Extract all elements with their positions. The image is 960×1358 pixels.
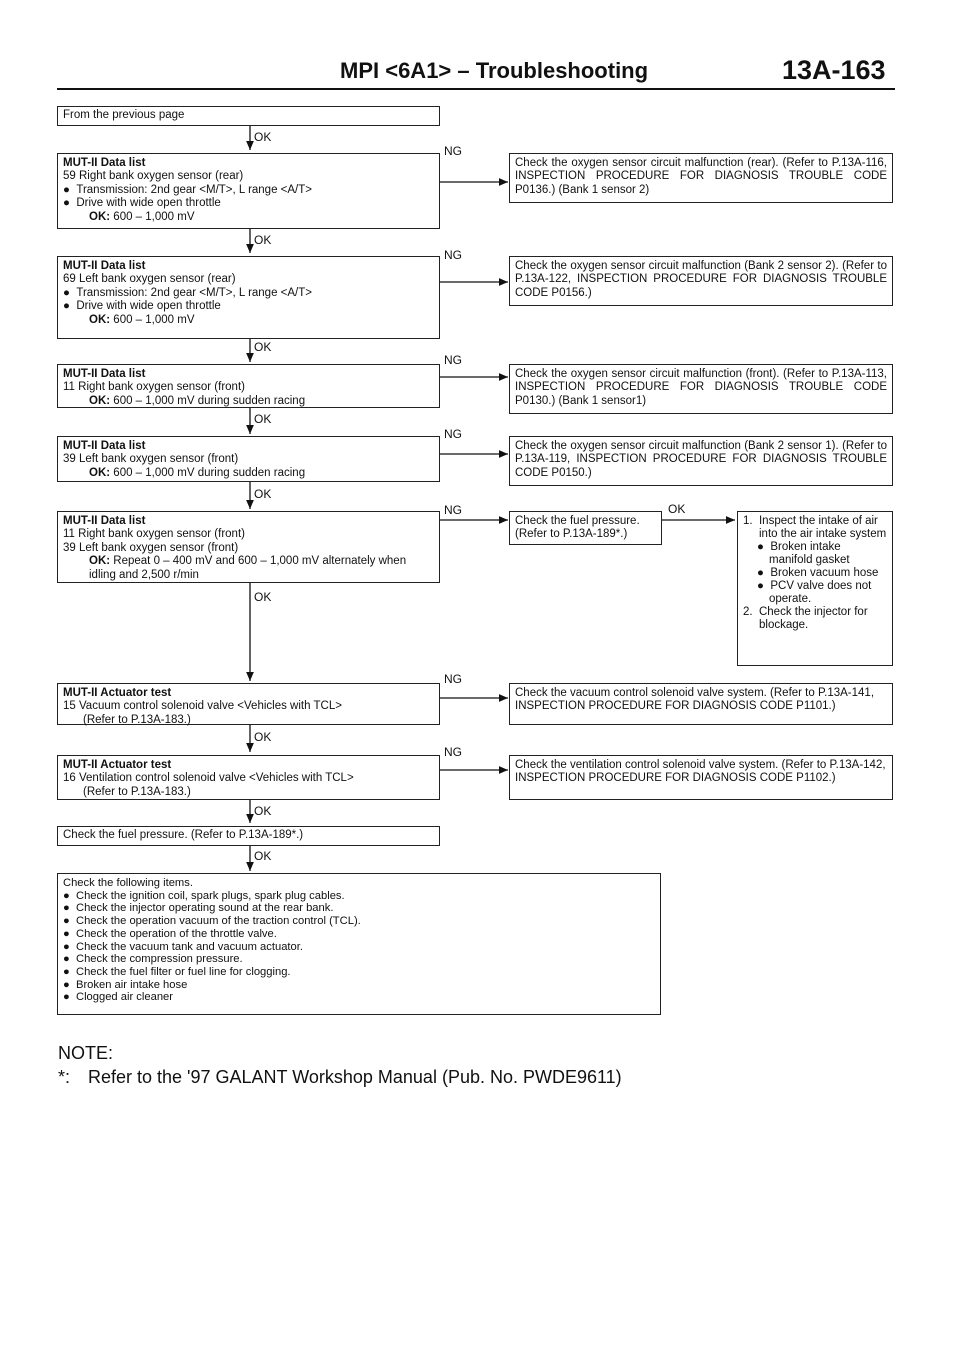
final-item: ● Check the vacuum tank and vacuum actuator. [63, 940, 303, 953]
ng-label: NG [444, 144, 462, 158]
step-title: MUT-II Data list [63, 157, 146, 169]
final-item: ● Check the compression pressure. [63, 953, 243, 966]
intake-inspection-box [737, 511, 893, 666]
ok-criterion: OK: Repeat 0 – 400 mV and 600 – 1,000 mV alternately when idling and 2,500 r/min [89, 555, 407, 581]
step-line: 16 Ventilation control solenoid valve <Vehicles with TCL> [63, 772, 354, 785]
step-box [57, 364, 440, 408]
ng-action-text: Check the oxygen sensor circuit malfunction (front). (Refer to P.13A-113, INSPECTION PROCEDURE FOR DIAGNOSIS TROUBLE CODE P0130.) (Bank 1 sensor1) [515, 368, 887, 407]
ng-action-text: Check the fuel pressure. (Refer to P.13A-189*.) [515, 515, 640, 541]
step-title: MUT-II Data list [63, 260, 146, 272]
inspection-subitem: ● Broken intake manifold gasket [757, 541, 850, 566]
ng-action-text: Check the oxygen sensor circuit malfunction (Bank 2 sensor 1). (Refer to P.13A-119, INSPECTION PROCEDURE FOR DIAGNOSIS TROUBLE CODE P0150.) [515, 440, 887, 479]
ok-label: OK [254, 340, 272, 354]
step-title: MUT-II Data list [63, 440, 146, 452]
inspection-item: 1. Inspect the intake of air into the air intake system [743, 515, 887, 540]
ng-action-box [509, 683, 893, 725]
ok-label: OK [254, 849, 272, 863]
ok-criterion: OK: 600 – 1,000 mV during sudden racing [89, 394, 306, 407]
step-line: 15 Vacuum control solenoid valve <Vehicles with TCL> [63, 700, 342, 713]
ng-label: NG [444, 353, 462, 367]
step-bullet: ● Drive with wide open throttle [63, 197, 221, 210]
ng-action-text: Check the oxygen sensor circuit malfunction (rear). (Refer to P.13A-116, INSPECTION PROCEDURE FOR DIAGNOSIS TROUBLE CODE P0136.) (Bank 1 sensor 2) [515, 157, 887, 196]
inspection-subitem: ● PCV valve does not operate. [757, 580, 872, 605]
step-title: MUT-II Data list [63, 515, 146, 527]
ng-action-box [509, 755, 893, 800]
ng-action-box [509, 153, 893, 203]
ng-action-text: Check the ventilation control solenoid valve system. (Refer to P.13A-142, INSPECTION PROCEDURE FOR DIAGNOSIS CODE P1102.) [515, 759, 886, 785]
step-line: 69 Left bank oxygen sensor (rear) [63, 273, 236, 286]
step-title: MUT-II Data list [63, 368, 146, 380]
ok-label: OK [254, 487, 272, 501]
note-text: Refer to the '97 GALANT Workshop Manual (Pub. No. PWDE9611) [88, 1067, 622, 1087]
step-bullet: ● Drive with wide open throttle [63, 300, 221, 313]
ok-label: OK [254, 730, 272, 744]
final-item: ● Check the injector operating sound at the rear bank. [63, 902, 334, 915]
step-line: (Refer to P.13A-183.) [83, 713, 191, 726]
step-box [57, 683, 440, 725]
inspection-subitem: ● Broken vacuum hose [757, 567, 879, 579]
ok-label: OK [254, 412, 272, 426]
step-line: 59 Right bank oxygen sensor (rear) [63, 170, 244, 183]
note-marker: *: [58, 1067, 71, 1087]
ok-label: OK [254, 590, 272, 604]
start-text: From the previous page [63, 109, 185, 121]
ng-label: NG [444, 745, 462, 759]
ng-action-box [509, 256, 893, 306]
step-box [57, 755, 440, 800]
ok-label: OK [254, 233, 272, 247]
final-item: ● Check the operation of the throttle valve. [63, 927, 277, 940]
ng-label: NG [444, 248, 462, 262]
ok-criterion: OK: 600 – 1,000 mV during sudden racing [89, 466, 306, 479]
step-line: 39 Left bank oxygen sensor (front) [63, 453, 239, 466]
ng-action-box [509, 436, 893, 486]
step-line: 39 Left bank oxygen sensor (front) [63, 541, 239, 554]
final-item: ● Broken air intake hose [63, 978, 188, 991]
final-item: ● Clogged air cleaner [63, 991, 174, 1004]
start-box [57, 106, 440, 126]
ng-action-box [509, 511, 662, 545]
step-box [57, 256, 440, 339]
ok-criterion: OK: 600 – 1,000 mV [89, 313, 195, 326]
ok-criterion: OK: 600 – 1,000 mV [89, 210, 195, 223]
page-title: MPI <6A1> – Troubleshooting [340, 58, 649, 83]
note-label: NOTE: [58, 1043, 114, 1063]
step-box [57, 153, 440, 229]
step-line: 11 Right bank oxygen sensor (front) [63, 381, 245, 394]
ng-action-box [509, 364, 893, 414]
final-item: ● Check the ignition coil, spark plugs, spark plug cables. [63, 889, 345, 902]
final-item: ● Check the operation vacuum of the traction control (TCL). [63, 915, 361, 928]
step-bullet: ● Transmission: 2nd gear <M/T>, L range <A/T> [63, 183, 312, 196]
step-title: MUT-II Actuator test [63, 759, 172, 771]
step-line: (Refer to P.13A-183.) [83, 785, 191, 798]
ng-action-text: Check the vacuum control solenoid valve system. (Refer to P.13A-141, INSPECTION PROCEDURE FOR DIAGNOSIS CODE P1101.) [515, 687, 875, 713]
ng-label: NG [444, 672, 462, 686]
fuel-check-box [57, 826, 440, 846]
final-check-box [57, 873, 661, 1015]
final-item: ● Check the fuel filter or fuel line for clogging. [63, 965, 291, 978]
step-box [57, 511, 440, 583]
ok-label: OK [668, 502, 686, 516]
fuel-check-text: Check the fuel pressure. (Refer to P.13A-189*.) [63, 829, 304, 841]
ok-label: OK [254, 130, 272, 144]
page-number: 13A-163 [782, 55, 886, 85]
step-line: 11 Right bank oxygen sensor (front) [63, 528, 245, 541]
ok-label: OK [254, 804, 272, 818]
step-title: MUT-II Actuator test [63, 687, 172, 699]
ng-label: NG [444, 427, 462, 441]
step-bullet: ● Transmission: 2nd gear <M/T>, L range <A/T> [63, 286, 312, 299]
step-box [57, 436, 440, 482]
inspection-item: 2. Check the injector for blockage. [743, 606, 868, 631]
final-title: Check the following items. [63, 877, 193, 889]
ng-action-text: Check the oxygen sensor circuit malfunction (Bank 2 sensor 2). (Refer to P.13A-122, INSPECTION PROCEDURE FOR DIAGNOSIS TROUBLE CODE P0156.) [515, 260, 887, 299]
ng-label: NG [444, 503, 462, 517]
